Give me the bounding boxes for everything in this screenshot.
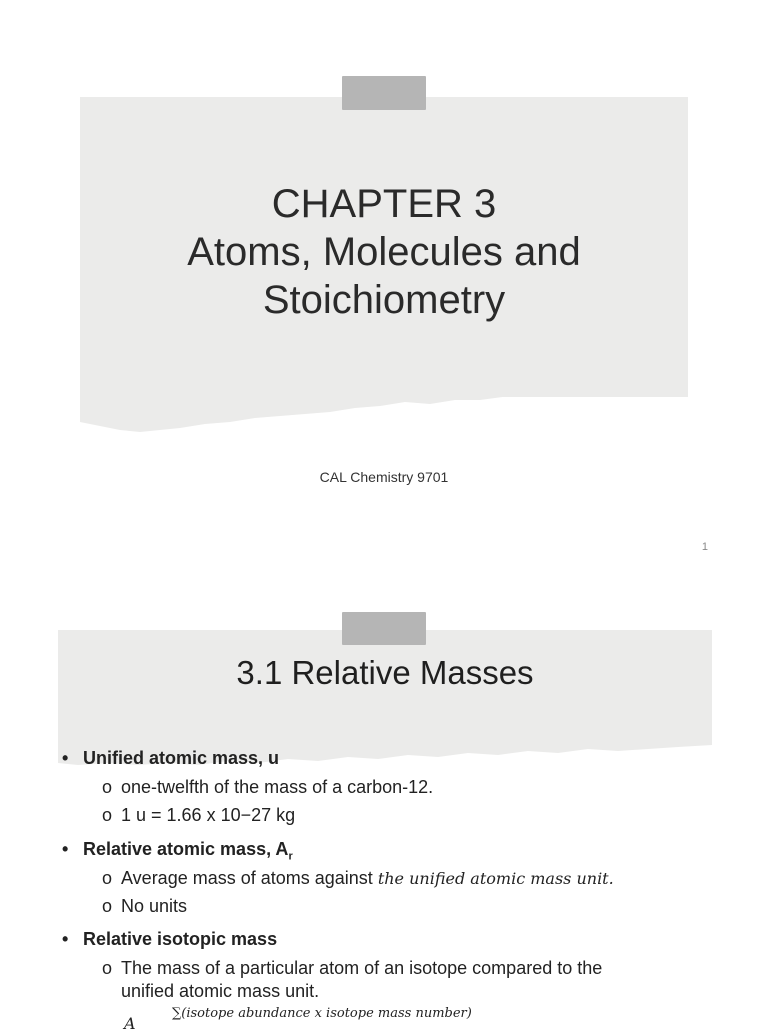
list-item-continuation: unified atomic mass unit. <box>121 981 320 1001</box>
formula-symbol: A <box>124 1014 136 1033</box>
page-number: 1 <box>701 541 708 553</box>
list-item: o The mass of a particular atom of an isotope compared to the <box>102 958 603 978</box>
list-item: o one-twelfth of the mass of a carbon-12. <box>102 777 434 797</box>
bullet-dot: • <box>62 748 69 768</box>
torn-paper-edge <box>80 370 688 440</box>
list-item: o No units <box>102 896 188 916</box>
section-title: 3.1 Relative Masses <box>236 654 534 691</box>
course-subtitle: CAL Chemistry 9701 <box>319 469 449 485</box>
tape-strip <box>342 612 426 645</box>
chapter-title: CHAPTER 3 Atoms, Molecules and Stoichiometry <box>187 182 581 322</box>
formula-numerator: ∑(isotope abundance x isotope mass number) <box>172 1006 472 1021</box>
tape-strip <box>342 76 426 110</box>
list-item: • Relative isotopic mass <box>62 929 278 949</box>
list-item: o 1 u = 1.66 x 10−27 kg <box>102 805 296 825</box>
list-item: • Unified atomic mass, u <box>62 748 280 768</box>
list-item: o Average mass of atoms against the unified atomic mass unit. <box>102 868 614 888</box>
list-item: • Relative atomic mass, $A_r$ <box>62 839 293 863</box>
